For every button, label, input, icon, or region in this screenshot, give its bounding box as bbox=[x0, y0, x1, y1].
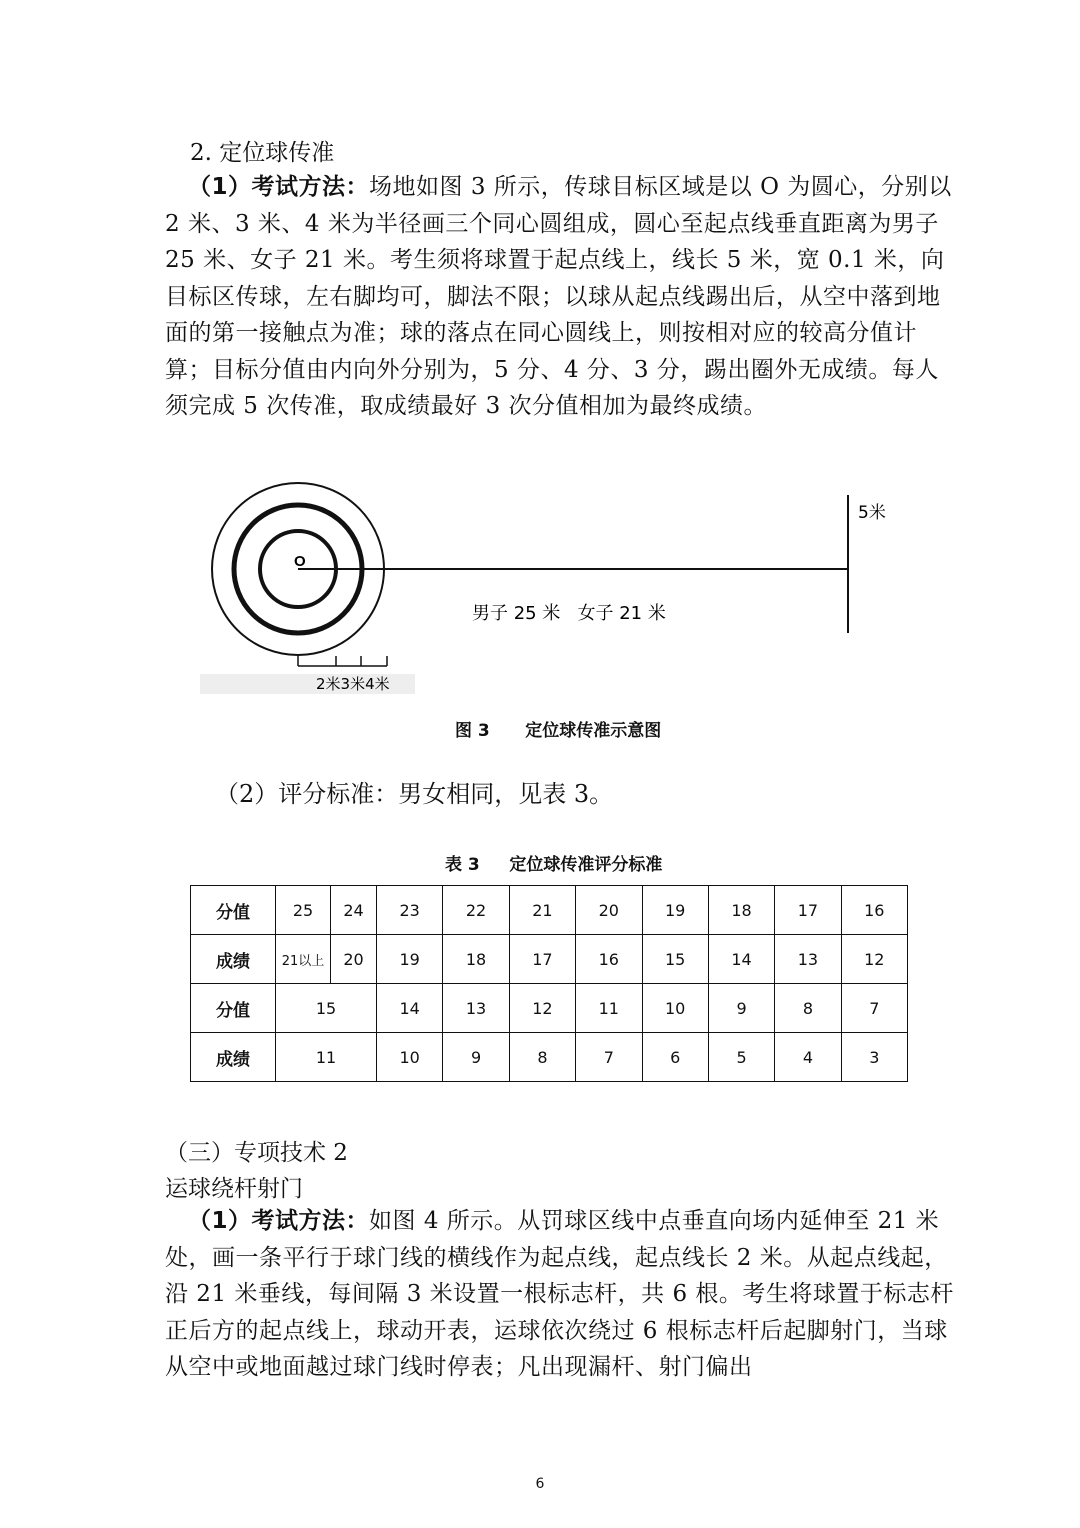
table-cell: 16 bbox=[841, 886, 907, 935]
table-cell: 21 bbox=[509, 886, 575, 935]
table-cell: 13 bbox=[443, 984, 509, 1033]
table-cell: 25 bbox=[276, 886, 331, 935]
score-table bbox=[190, 885, 908, 1082]
line-length-label: 5米 bbox=[858, 503, 886, 523]
table-cell: 22 bbox=[443, 886, 509, 935]
row-header: 分值 bbox=[191, 886, 276, 935]
radius-scale bbox=[298, 656, 387, 666]
table-row bbox=[191, 1033, 908, 1082]
table-cell: 14 bbox=[708, 935, 774, 984]
table-cell: 6 bbox=[642, 1033, 708, 1082]
table-cell: 17 bbox=[509, 935, 575, 984]
table-caption: 表 3 定位球传准评分标准 bbox=[445, 855, 663, 875]
table-cell: 12 bbox=[841, 935, 907, 984]
table-cell: 13 bbox=[775, 935, 841, 984]
scoring-text: （2）评分标准：男女相同，见表 3。 bbox=[215, 780, 614, 808]
table-cell: 15 bbox=[642, 935, 708, 984]
section-heading: （三）专项技术 2 bbox=[165, 1140, 348, 1166]
row-header: 成绩 bbox=[191, 935, 276, 984]
table-cell: 15 bbox=[276, 984, 377, 1033]
table-row bbox=[191, 886, 908, 935]
figure-caption: 图 3 定位球传准示意图 bbox=[455, 721, 662, 741]
figure-3-diagram bbox=[200, 482, 900, 697]
method-label: （1）考试方法： bbox=[188, 174, 370, 200]
table-cell: 11 bbox=[576, 984, 642, 1033]
table-cell: 4 bbox=[775, 1033, 841, 1082]
table-cell: 8 bbox=[775, 984, 841, 1033]
table-row bbox=[191, 984, 908, 1033]
table-cell: 7 bbox=[841, 984, 907, 1033]
table-cell: 9 bbox=[443, 1033, 509, 1082]
table-cell: 19 bbox=[642, 886, 708, 935]
table-row bbox=[191, 935, 908, 984]
table-cell: 17 bbox=[775, 886, 841, 935]
method-label: （1）考试方法： bbox=[188, 1208, 370, 1234]
table-cell: 10 bbox=[377, 1033, 443, 1082]
table-cell: 23 bbox=[377, 886, 443, 935]
section-subheading: 运球绕杆射门 bbox=[165, 1176, 303, 1202]
table-cell: 7 bbox=[576, 1033, 642, 1082]
table-cell: 8 bbox=[509, 1033, 575, 1082]
row-header: 成绩 bbox=[191, 1033, 276, 1082]
row-header: 分值 bbox=[191, 984, 276, 1033]
table-cell: 20 bbox=[331, 935, 377, 984]
table-cell: 3 bbox=[841, 1033, 907, 1082]
table-cell: 10 bbox=[642, 984, 708, 1033]
section-heading: 2. 定位球传准 bbox=[190, 140, 335, 166]
table-cell: 21以上 bbox=[276, 935, 331, 984]
table-cell: 11 bbox=[276, 1033, 377, 1082]
method-text: 场地如图 3 所示，传球目标区域是以 O 为圆心，分别以 2 米、3 米、4 米为半径画三个同心圆组成，圆心至起点线垂直距离为男子 25 米、女子 21 米。考生须将球置于起点线上，线长 5 米，宽 0.1 米，向目标区传球，左右脚均可，脚法不限；以球从起点线踢出后，从空中落到地面的第一接触点为准；球的落点在同心圆线上，则按相对应的较高分值计算；目标分值由内向外分别为，5 分、4 分、3 分，踢出圈外无成绩。每人须完成 5 次传准，取成绩最好 3 次分值相加为最终成绩。 bbox=[165, 174, 952, 419]
table-cell: 12 bbox=[509, 984, 575, 1033]
radii-label: 2米3米4米 bbox=[316, 675, 390, 693]
method-paragraph bbox=[165, 169, 955, 425]
table-cell: 24 bbox=[331, 886, 377, 935]
table-cell: 14 bbox=[377, 984, 443, 1033]
table-cell: 9 bbox=[708, 984, 774, 1033]
table-cell: 5 bbox=[708, 1033, 774, 1082]
distance-label: 男子 25 米 女子 21 米 bbox=[472, 603, 666, 624]
method-paragraph bbox=[165, 1203, 955, 1386]
page-number: 6 bbox=[535, 1476, 545, 1492]
method-text: 如图 4 所示。从罚球区线中点垂直向场内延伸至 21 米处，画一条平行于球门线的横线作为起点线，起点线长 2 米。从起点线起，沿 21 米垂线，每间隔 3 米设置一根标志杆，共 6 根。考生将球置于标志杆正后方的起点线上，球动开表，运球依次绕过 6 根标志杆后起脚射门，当球从空中或地面越过球门线时停表；凡出现漏杆、射门偏出 bbox=[165, 1208, 954, 1380]
table-cell: 18 bbox=[443, 935, 509, 984]
center-label: O bbox=[294, 553, 306, 570]
table-cell: 18 bbox=[708, 886, 774, 935]
table-cell: 19 bbox=[377, 935, 443, 984]
table-cell: 20 bbox=[576, 886, 642, 935]
table-cell: 16 bbox=[576, 935, 642, 984]
